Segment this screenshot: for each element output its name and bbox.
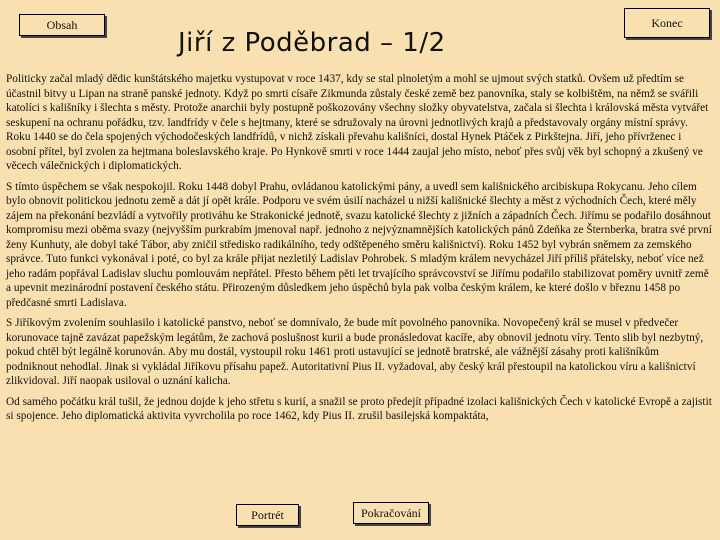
paragraph-4: Od samého počátku král tušil, že jednou dojde k jeho střetu s kurií, a snažil se proto předejít případné izolaci kališnických Čech v katolické Evropě a zajistit si spojence. Jeho diplomatická aktivita vyvrcholila po roce 1462, kdy Pius II. zrušil basilejská kompaktáta, bbox=[6, 395, 712, 422]
contents-button[interactable]: Obsah bbox=[19, 14, 105, 36]
paragraph-3: S Jiříkovým zvolením souhlasilo i katolické panstvo, neboť se domnívalo, že bude mít povolného panovníka. Novopečený král se musel v předvečer korunovace tajně zavázat papežským legátům, že zachová poslušnost kurii a bude pronásledovat kacíře, aby obnovil jednotu víry. Tento slib byl nezbytný, pokud chtěl být legálně korunován. Aby mu dostál, vystoupil roku 1461 proti ustavující se jednotě bratrské, ale vážnější zásahy proti kališníkům podniknout nehodlal. Jinak si vykládal Jiříkovu přísahu papež. Autoritativní Pius II. vyžadoval, aby český král přestoupil na katolickou víru a kališnictví zlikvidoval. Jiří naopak usiloval o uznání kalicha. bbox=[6, 317, 704, 387]
end-button[interactable]: Konec bbox=[624, 8, 710, 38]
page-title: Jiří z Poděbrad – 1/2 bbox=[178, 28, 446, 58]
paragraph-1: Politicky začal mladý dědic kunštátského majetku vystupovat v roce 1437, kdy se stal plnoletým a mohl se ujmout svých statků. Ovšem už předtím se účastnil bitvy u Lipan na straně panské jednoty. Když po smrti císaře Zikmunda zůstaly české země bez panovníka, staly se kolbištěm, na němž se svářili katolíci s kališníky i šlechta s městy. Protože anarchii byly postupně poškozovány všechny složky obyvatelstva, začala si šlechta i královská města vytvářet seskupení na ochranu pořádku, tzv. landfrídy v čele s hejtmany, které se sdružovaly na úrovni jednotlivých krajů a představovaly orgány místní správy. Roku 1440 se do čela spojených východočeských landfrídů, v nichž získali převahu kališníci, dostal Hynek Ptáček z Pirkštejna. Jiří, jeho přívrženec i osobní přítel, byl zvolen za hejtmana boleslavského kraje. Po Hynkově smrti v roce 1444 zaujal jeho místo, neboť přes svůj věk byl schopný a zkušený ve věcech válečnických i diplomatických. bbox=[6, 73, 709, 172]
article-text bbox=[6, 72, 712, 430]
portrait-button[interactable]: Portrét bbox=[236, 504, 299, 526]
paragraph-2: S tímto úspěchem se však nespokojil. Roku 1448 dobyl Prahu, ovládanou katolickými pány, a uvedl sem kališnického arcibiskupa Rokycanu. Jeho cílem bylo obnovit politickou jednotu země a dát jí opět krále. Podporu ve svém úsilí nacházel u nižší kališnické šlechty a měst z východních Čech, které měly zájem na překonání bezvládí a vytvořily protiváhu ke Strakonické jednotě, svazu katolické šlechty z jižních a západních Čech. Jiřímu se podařilo dosáhnout kompromisu mezi oběma svazy (nejvyšším purkrabím jmenoval např. jednoho z nejvýznamnějších katolických pánů Zdeňka ze Šternberka, bratra své první ženy Kunhuty, ale dobyl také Tábor, aby zničil středisko radikálního, tedy odštěpeného směru kališnictví). Roku 1452 byl vybrán sněmem za zemského správce. Tuto funkci vykonával i poté, co byl za krále přijat nezletilý Ladislav Pohrobek. S mladým králem nevycházel Jiří příliš přátelsky, neboť více než jeho radám popřával Ladislav sluchu pomlouvám nepřátel. Přesto během pěti let trvajícího správcovství se Jiřímu podařilo stabilizovat poměry uvnitř země a upevnit mezinárodní postavení českého státu. Přirozeným důsledkem jeho úspěchů byla pak volba českým králem, ke které došlo v březnu 1458 po předčasné smrti Ladislava. bbox=[6, 180, 712, 309]
continue-button[interactable]: Pokračování bbox=[353, 502, 429, 524]
